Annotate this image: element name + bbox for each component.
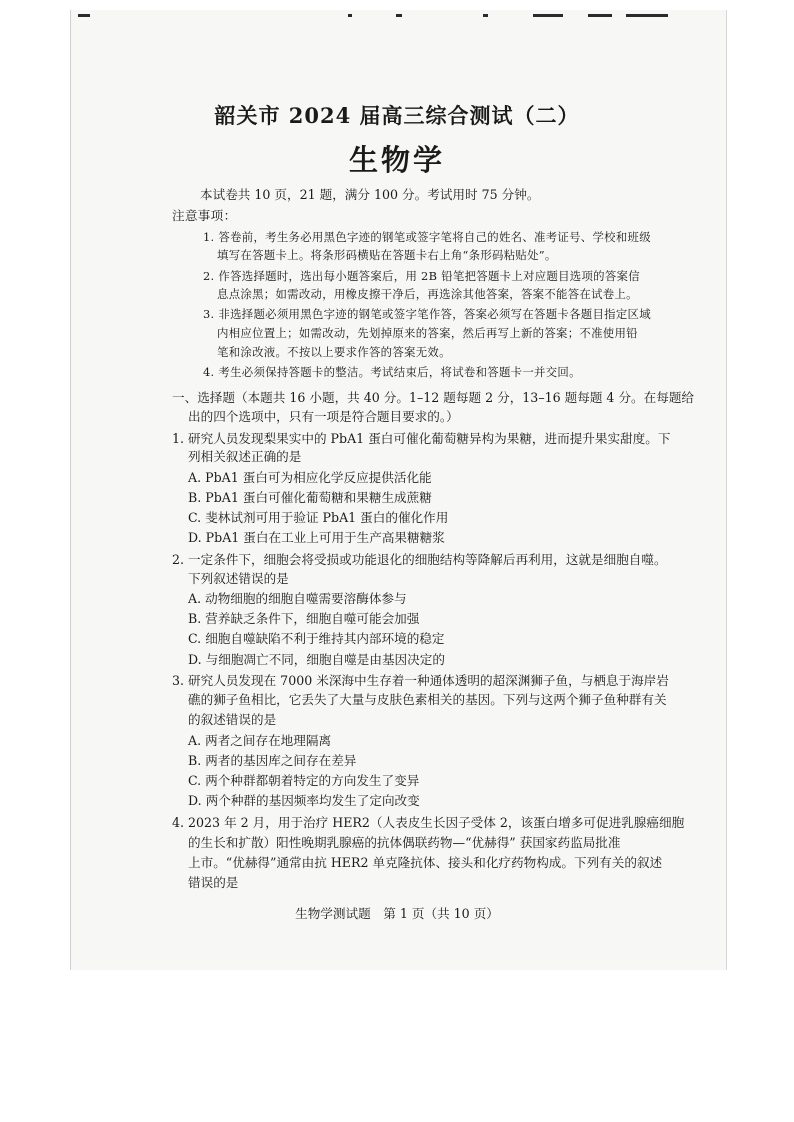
notice-item: 内相应位置上；如需改动，先划掉原来的答案，然后再写上新的答案；不准使用铅: [217, 326, 638, 340]
notice-heading: 注意事项：: [172, 208, 237, 223]
exam-title: 韶关市 2024 届高三综合测试（二）: [214, 103, 580, 128]
exam-info: 本试卷共 10 页，21 题，满分 100 分。考试用时 75 分钟。: [200, 187, 540, 202]
option-c: C. 斐林试剂可用于验证 PbA1 蛋白的催化作用: [188, 510, 449, 525]
option-a: A. 动物细胞的细胞自噬需要溶酶体参与: [188, 591, 407, 606]
section-heading-line: 出的四个选项中，只有一项是符合题目要求的。）: [188, 409, 459, 424]
option-b: B. 营养缺乏条件下，细胞自噬可能会加强: [188, 611, 420, 626]
question-stem: 1. 研究人员发现梨果实中的 PbA1 蛋白可催化葡萄糖异构为果糖，进而提升果实甜度。下: [172, 431, 671, 446]
option-d: D. 与细胞凋亡不同，细胞自噬是由基因决定的: [188, 652, 445, 667]
option-d: D. 两个种群的基因频率均发生了定向改变: [188, 793, 420, 808]
question-stem: 4. 2023 年 2 月，用于治疗 HER2（人表皮生长因子受体 2，该蛋白增多可促进乳腺癌细胞: [172, 815, 685, 830]
notice-item: 2. 作答选择题时，选出每小题答案后，用 2B 铅笔把答题卡上对应题目选项的答案信: [203, 269, 640, 283]
notice-item: 1. 答卷前，考生务必用黑色字迹的钢笔或签字笔将自己的姓名、准考证号、学校和班级: [203, 230, 651, 244]
question-stem: 3. 研究人员发现在 7000 米深海中生存着一种通体透明的超深渊狮子鱼，与栖息于海岸岩: [172, 673, 669, 688]
scan-edge-marks: [78, 14, 718, 18]
question-stem: 下列叙述错误的是: [188, 571, 289, 586]
subject-title: 生物学: [348, 143, 445, 177]
option-a: A. PbA1 蛋白可为相应化学反应提供活化能: [188, 470, 432, 485]
option-d: D. PbA1 蛋白在工业上可用于生产高果糖糖浆: [188, 530, 445, 545]
notice-item: 3. 非选择题必须用黑色字迹的钢笔或签字笔作答，答案必须写在答题卡各题目指定区域: [203, 307, 651, 321]
option-c: C. 两个种群都朝着特定的方向发生了变异: [188, 773, 420, 788]
question-stem: 2. 一定条件下，细胞会将受损或功能退化的细胞结构等降解后再利用，这就是细胞自噬。: [172, 552, 667, 567]
section-heading-line: 一、选择题（本题共 16 小题，共 40 分。1–12 题每题 2 分，13–16 题每题 4 分。在每题给: [172, 390, 695, 405]
notice-item: 息点涂黑；如需改动，用橡皮擦干净后，再选涂其他答案，答案不能答在试卷上。: [217, 287, 638, 301]
question-stem: 的生长和扩散）阳性晚期乳腺癌的抗体偶联药物—“优赫得” 获国家药监局批准: [188, 835, 621, 850]
notice-item: 填写在答题卡上。将条形码横贴在答题卡右上角“条形码粘贴处”。: [217, 248, 557, 262]
option-b: B. PbA1 蛋白可催化葡萄糖和果糖生成蔗糖: [188, 490, 432, 505]
page-footer: 生物学测试题 第 1 页（共 10 页）: [295, 906, 499, 921]
notice-item: 笔和涂改液。不按以上要求作答的答案无效。: [217, 345, 451, 359]
question-stem: 错误的是: [188, 875, 239, 890]
option-a: A. 两者之间存在地理隔离: [188, 733, 332, 748]
question-stem: 的叙述错误的是: [188, 712, 277, 727]
option-b: B. 两者的基因库之间存在差异: [188, 753, 357, 768]
question-stem: 礁的狮子鱼相比，它丢失了大量与皮肤色素相关的基因。下列与这两个狮子鱼种群有关: [188, 692, 667, 707]
question-stem: 列相关叙述正确的是: [188, 449, 302, 464]
option-c: C. 细胞自噬缺陷不利于维持其内部环境的稳定: [188, 631, 445, 646]
question-stem: 上市。“优赫得”通常由抗 HER2 单克隆抗体、接头和化疗药物构成。下列有关的叙述: [188, 855, 663, 870]
notice-item: 4. 考生必须保持答题卡的整洁。考试结束后，将试卷和答题卡一并交回。: [203, 365, 581, 379]
